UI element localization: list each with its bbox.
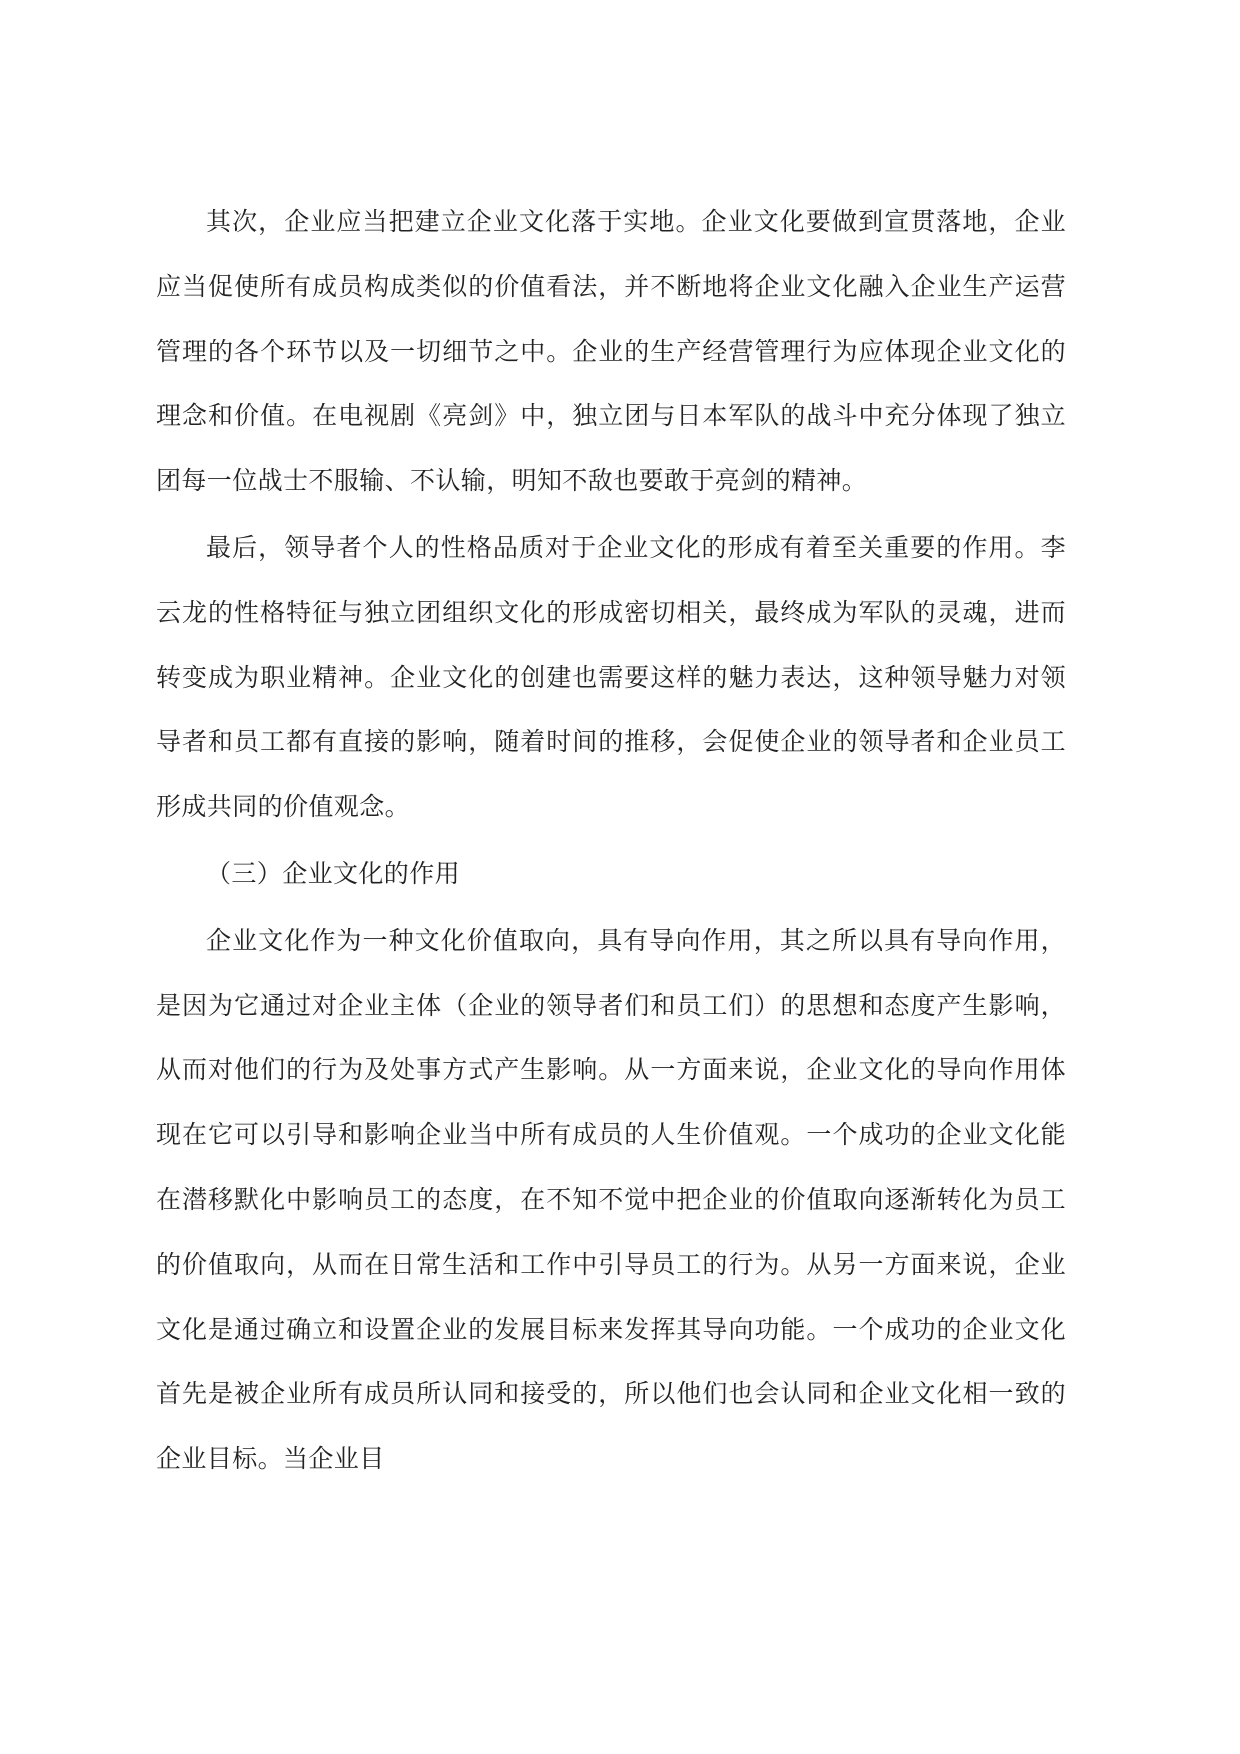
paragraph-leadership: 最后，领导者个人的性格品质对于企业文化的形成有着至关重要的作用。李云龙的性格特征与独立团组织文化的形成密切相关，最终成为军队的灵魂，进而转变成为职业精神。企业文化的创建也需要这样的魅力表达，这种领导魅力对领导者和员工都有直接的影响，随着时间的推移，会促使企业的领导者和企业员工形成共同的价值观念。 [156, 532, 1066, 822]
paragraph-guiding-role: 企业文化作为一种文化价值取向，具有导向作用，其之所以具有导向作用，是因为它通过对企业主体（企业的领导者们和员工们）的思想和态度产生影响，从而对他们的行为及处事方式产生影响。从一方面来说，企业文化的导向作用体现在它可以引导和影响企业当中所有成员的人生价值观。一个成功的企业文化能在潜移默化中影响员工的态度，在不知不觉中把企业的价值取向逐渐转化为员工的价值取向，从而在日常生活和工作中引导员工的行为。从另一方面来说，企业文化是通过确立和设置企业的发展目标来发挥其导向功能。一个成功的企业文化首先是被企业所有成员所认同和接受的，所以他们也会认同和企业文化相一致的企业目标。当企业目 [156, 925, 1066, 1474]
document-body [156, 190, 1066, 1494]
paragraph-implementation: 其次，企业应当把建立企业文化落于实地。企业文化要做到宣贯落地，企业应当促使所有成员构成类似的价值看法，并不断地将企业文化融入企业生产运营管理的各个环节以及一切细节之中。企业的生产经营管理行为应体现企业文化的理念和价值。在电视剧《亮剑》中，独立团与日本军队的战斗中充分体现了独立团每一位战士不服输、不认输，明知不敌也要敢于亮剑的精神。 [156, 207, 1066, 496]
section-heading: （三）企业文化的作用 [206, 858, 461, 888]
